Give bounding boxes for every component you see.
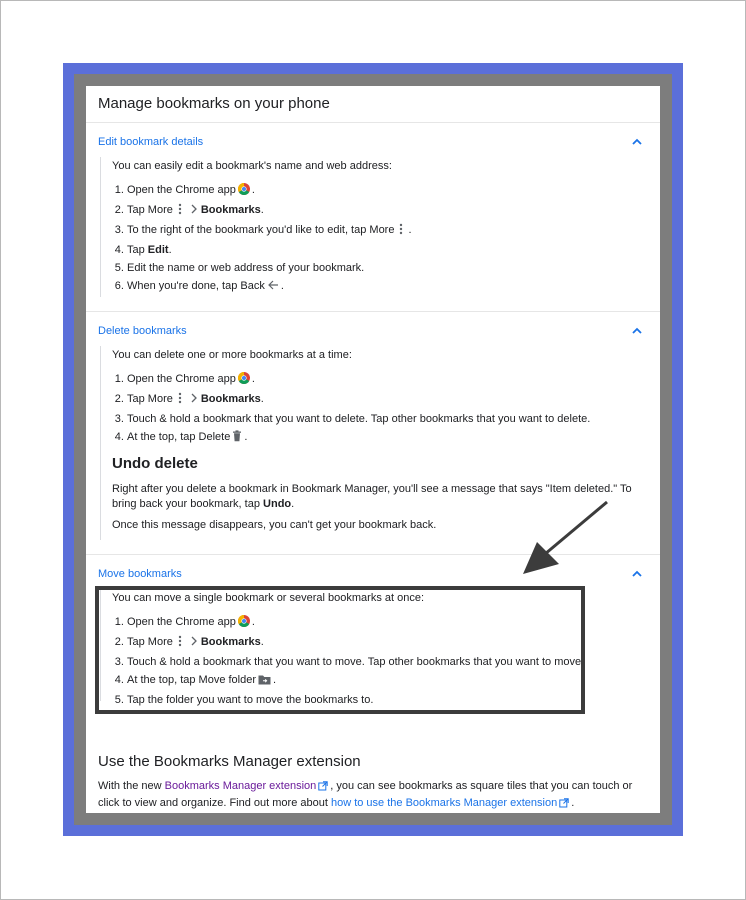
chrome-icon — [238, 183, 250, 201]
page-title: Manage bookmarks on your phone — [98, 95, 330, 112]
list-item: 3. To the right of the bookmark you'd like to edit, tap More . — [127, 221, 657, 241]
steps-list — [112, 370, 657, 448]
section-intro: You can delete one or more bookmarks at a time: — [112, 349, 352, 361]
more-vert-icon — [396, 223, 406, 241]
trash-icon — [232, 430, 242, 448]
list-item: 2. Tap More Bookmarks. — [127, 390, 657, 410]
section-heading-edit[interactable]: Edit bookmark details — [98, 136, 204, 148]
annotation-arrow-icon — [515, 498, 615, 578]
list-item: 3. Touch & hold a bookmark that you want to move. Tap other bookmarks that you want to move. — [127, 653, 657, 671]
section-heading-move[interactable]: Move bookmarks — [98, 568, 182, 580]
more-vert-icon — [175, 392, 185, 410]
extension-heading: Use the Bookmarks Manager extension — [98, 753, 361, 770]
list-item: 3. Touch & hold a bookmark that you want to delete. Tap other bookmarks that you want to delete. — [127, 410, 657, 428]
steps-list — [112, 181, 657, 297]
more-vert-icon — [175, 203, 185, 221]
divider — [86, 122, 660, 123]
section-body-edit — [100, 157, 657, 297]
list-item: 4. Tap Edit. — [127, 241, 657, 259]
external-link-icon — [559, 798, 569, 813]
extension-paragraph: With the new Bookmarks Manager extension , you can see bookmarks as square tiles that you can touch or click to view and organize. Find out more about how to use the Bookmarks Manager extension . — [98, 779, 654, 813]
chevron-up-icon[interactable] — [630, 137, 644, 147]
list-item: 1. Open the Chrome app . — [127, 370, 657, 390]
back-arrow-icon — [267, 279, 279, 297]
chevron-up-icon[interactable] — [630, 569, 644, 579]
list-item: 1. Open the Chrome app . — [127, 613, 657, 633]
section-heading-delete[interactable]: Delete bookmarks — [98, 325, 187, 337]
list-item: 4. At the top, tap Delete . — [127, 428, 657, 448]
list-item: 1. Open the Chrome app . — [127, 181, 657, 201]
section-intro: You can move a single bookmark or several bookmarks at once: — [112, 592, 425, 604]
chrome-icon — [238, 372, 250, 390]
external-link-icon — [318, 781, 328, 796]
highlight-box — [95, 586, 585, 714]
chevron-right-icon — [189, 203, 199, 221]
section-intro: You can easily edit a bookmark's name and web address: — [112, 160, 392, 172]
warning-paragraph: Once this message disappears, you can't get your bookmark back. — [112, 519, 437, 531]
undo-delete-heading: Undo delete — [112, 455, 198, 472]
bookmarks-manager-extension-link[interactable]: Bookmarks Manager extension — [164, 780, 317, 792]
list-item: 2. Tap More Bookmarks. — [127, 633, 657, 653]
undo-paragraph: Right after you delete a bookmark in Bookmark Manager, you'll see a message that says "Item deleted." To bring back your bookmark, tap Undo. — [112, 483, 632, 510]
chevron-up-icon[interactable] — [630, 326, 644, 336]
chevron-right-icon — [189, 392, 199, 410]
how-to-use-extension-link[interactable]: how to use the Bookmarks Manager extension — [330, 797, 558, 809]
list-item: 2. Tap More Bookmarks. — [127, 201, 657, 221]
list-item: 5. Tap the folder you want to move the bookmarks to. — [127, 691, 657, 709]
list-item: 5. Edit the name or web address of your bookmark. — [127, 259, 657, 277]
list-item: 4. At the top, tap Move folder . — [127, 671, 657, 691]
list-item: 6. When you're done, tap Back . — [127, 277, 657, 297]
divider — [86, 311, 660, 312]
